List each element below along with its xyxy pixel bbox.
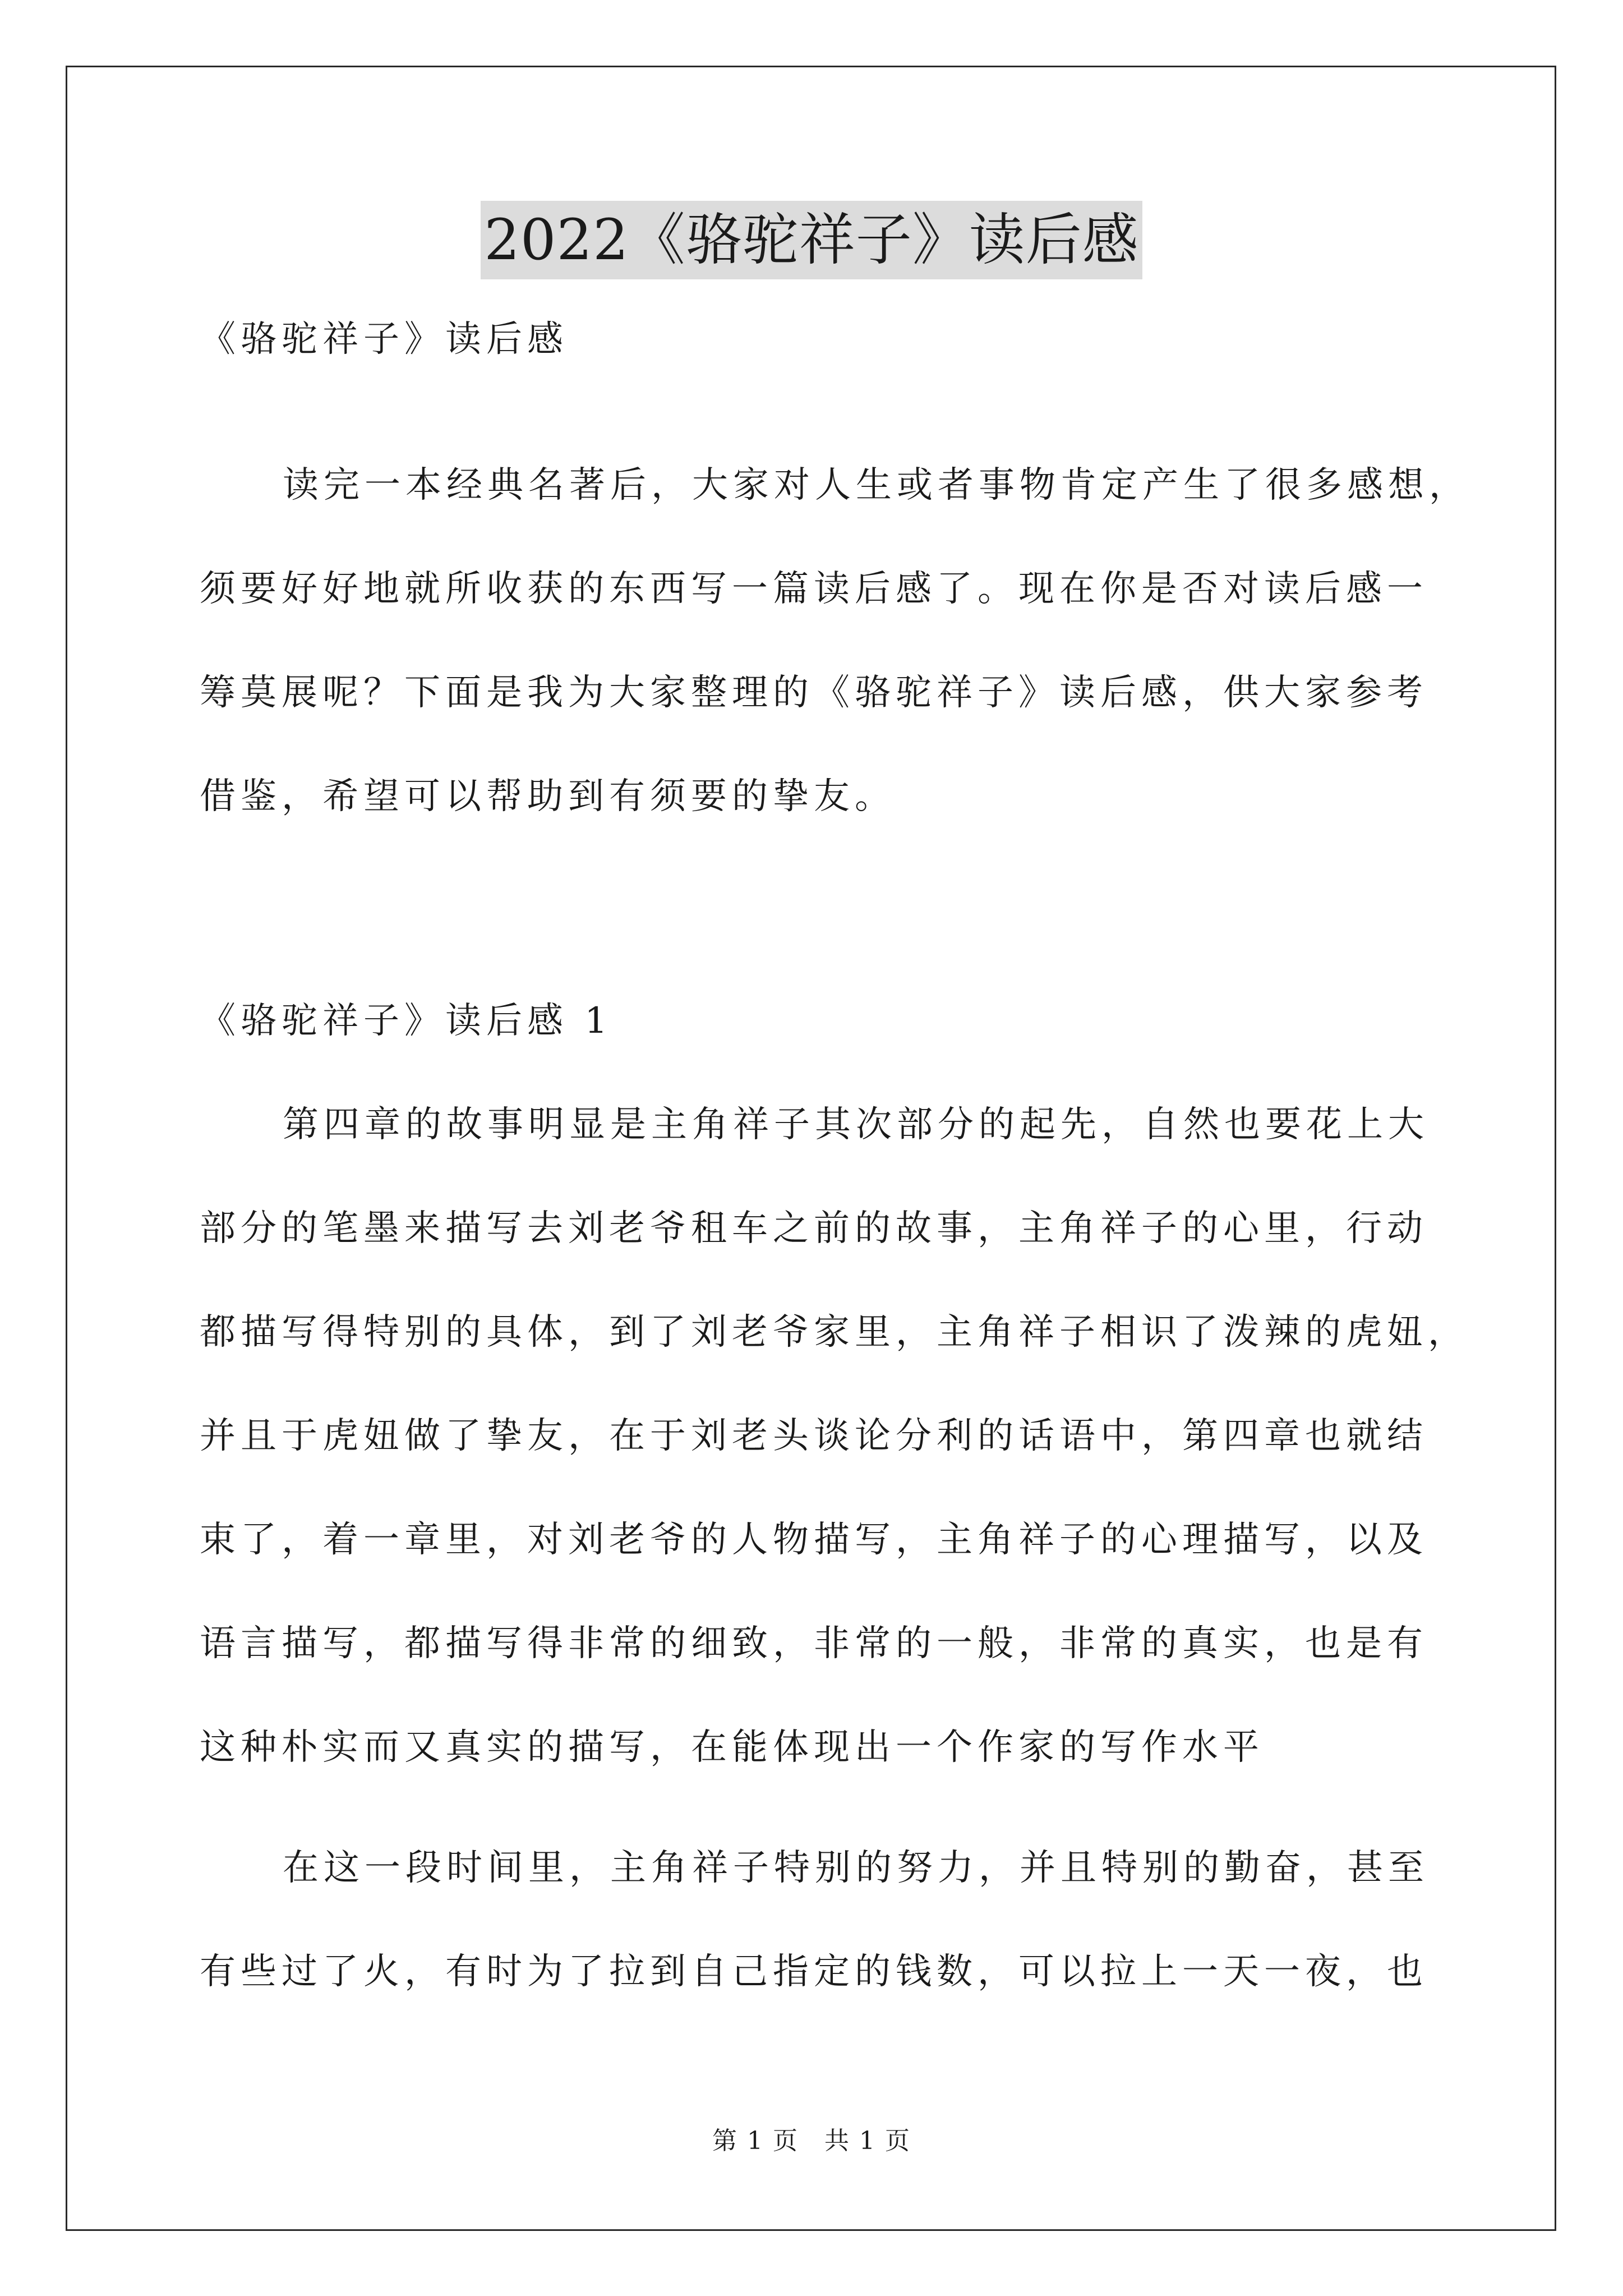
intro-line: 须要好好地就所收获的东西写一篇读后感了。现在你是否对读后感一 [200, 568, 1428, 610]
paragraph-line: 在这一段时间里，主角祥子特别的努力，并且特别的勤奋，甚至 [283, 1847, 1429, 1889]
paragraph-line: 都描写得特别的具体，到了刘老爷家里，主角祥子相识了泼辣的虎妞， [200, 1312, 1469, 1353]
paragraph-line: 并且于虎妞做了挚友，在于刘老头谈论分利的话语中，第四章也就结 [200, 1415, 1428, 1457]
page-footer: 第 1 页 共 1 页 [712, 2127, 911, 2155]
paragraph-line: 第四章的故事明显是主角祥子其次部分的起先，自然也要花上大 [283, 1104, 1429, 1145]
paragraph-line: 有些过了火，有时为了拉到自己指定的钱数，可以拉上一天一夜，也 [200, 1951, 1428, 1993]
paragraph-line: 这种朴实而又真实的描写，在能体现出一个作家的写作水平 [200, 1727, 1264, 1768]
paragraph-line: 部分的笔墨来描写去刘老爷租车之前的故事，主角祥子的心里，行动 [200, 1208, 1428, 1249]
paragraph-line: 语言描写，都描写得非常的细致，非常的一般，非常的真实，也是有 [200, 1623, 1428, 1664]
title-container [0, 201, 1623, 279]
intro-line: 借鉴，希望可以帮助到有须要的挚友。 [200, 776, 896, 817]
section-heading: 《骆驼祥子》读后感 [200, 319, 568, 360]
intro-line: 读完一本经典名著后，大家对人生或者事物肯定产生了很多感想， [283, 464, 1470, 506]
intro-line: 筹莫展呢？下面是我为大家整理的《骆驼祥子》读后感，供大家参考 [200, 672, 1428, 714]
document-title: 2022《骆驼祥子》读后感 [481, 201, 1142, 279]
subheading: 《骆驼祥子》读后感 1 [200, 1000, 613, 1042]
paragraph-line: 束了，着一章里，对刘老爷的人物描写，主角祥子的心理描写，以及 [200, 1519, 1428, 1561]
